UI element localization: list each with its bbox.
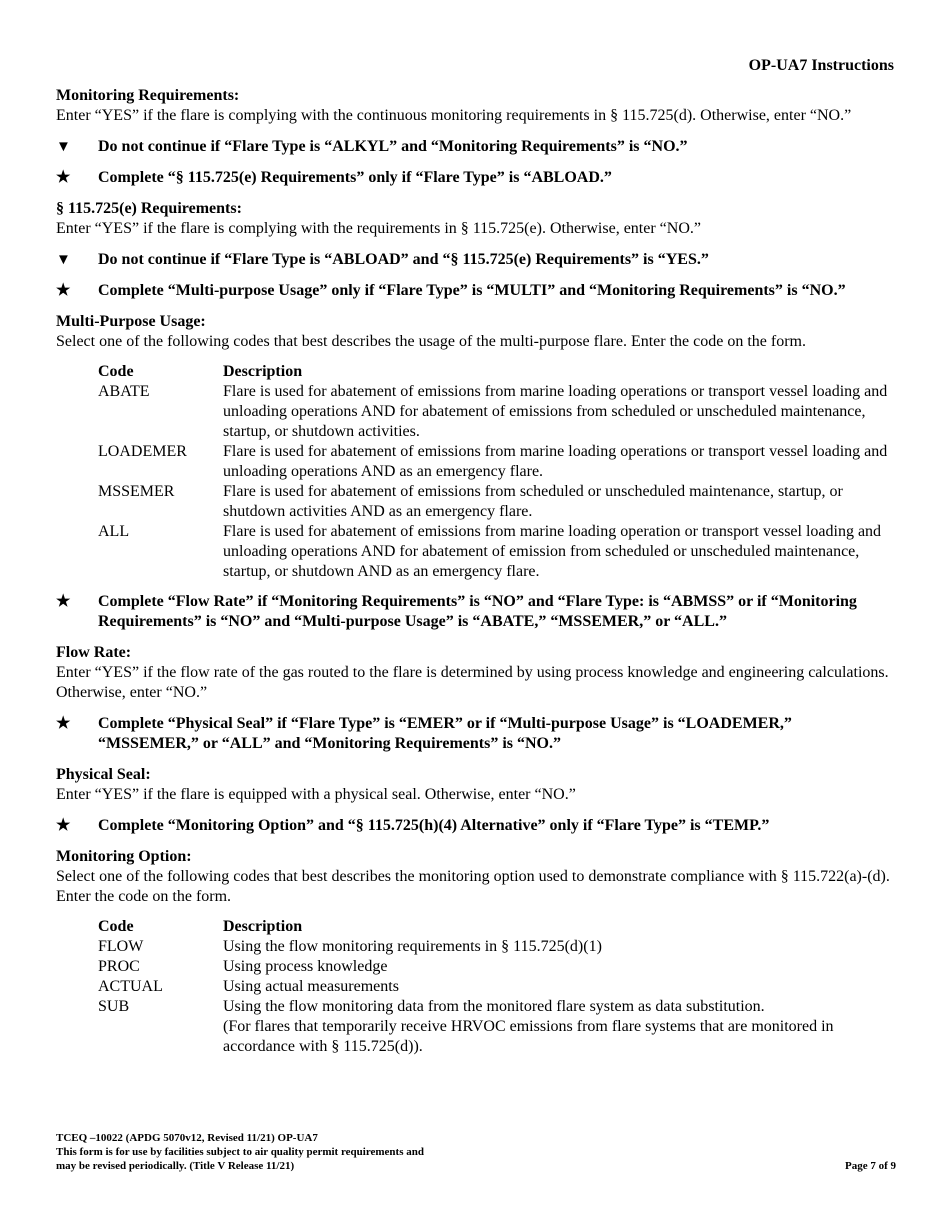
- section-title: Monitoring Requirements:: [56, 87, 240, 104]
- section-title: Multi-Purpose Usage:: [56, 313, 206, 330]
- description-cell: Flare is used for abatement of emissions from scheduled or unscheduled maintenance, startup, or shutdown activities AND as an emergency flare.: [223, 483, 843, 520]
- star-icon: ★: [56, 593, 71, 610]
- section-text: Select one of the following codes that best describes the usage of the multi-purpose flare. Enter the code on the form.: [56, 333, 806, 350]
- bullet-text: Complete “Physical Seal” if “Flare Type” is “EMER” or if “Multi-purpose Usage” is “LOADEMER,” “MSSEMER,” or “ALL” and “Monitoring Requirements” is “NO.”: [98, 715, 792, 752]
- monitoring-option-code-table: [98, 917, 898, 1057]
- footer-form-id: TCEQ –10022 (APDG 5070v12, Revised 11/21) OP-UA7: [56, 1132, 318, 1144]
- section-physical-seal: [56, 765, 896, 805]
- description-note: (For flares that temporarily receive HRVOC emissions from flare systems that are monitored in accordance with § 115.725(d)).: [223, 1018, 834, 1055]
- code-cell: ALL: [98, 523, 130, 540]
- section-text: Enter “YES” if the flare is complying with the continuous monitoring requirements in § 115.725(d). Otherwise, enter “NO.”: [56, 107, 852, 124]
- code-cell: FLOW: [98, 938, 144, 955]
- column-header-code: Code: [98, 918, 134, 935]
- section-monitoring-requirements: [56, 86, 896, 126]
- page-header-title: OP-UA7 Instructions: [748, 57, 894, 74]
- bullet-text: Complete “Monitoring Option” and “§ 115.725(h)(4) Alternative” only if “Flare Type” is “TEMP.”: [98, 817, 770, 834]
- instruction-bullet: [56, 137, 896, 157]
- bullet-text: Do not continue if “Flare Type is “ALKYL” and “Monitoring Requirements” is “NO.”: [98, 138, 688, 155]
- table-header-row: [98, 917, 898, 937]
- instruction-bullet: [56, 168, 896, 188]
- description-cell: Flare is used for abatement of emissions from marine loading operations or transport vessel loading and unloading operations AND for abatement of emissions from scheduled or unscheduled maintenance, startup, or shutdown activities.: [223, 383, 888, 440]
- table-row: [98, 442, 898, 482]
- instruction-bullet: [56, 816, 896, 836]
- footer-notice-line-1: This form is for use by facilities subject to air quality permit requirements and: [56, 1146, 424, 1158]
- section-multi-purpose-usage: [56, 312, 896, 352]
- star-icon: ★: [56, 817, 71, 834]
- column-header-description: Description: [223, 918, 303, 935]
- section-115725e-requirements: [56, 199, 896, 239]
- table-header-row: [98, 362, 898, 382]
- code-cell: MSSEMER: [98, 483, 175, 500]
- description-cell: Flare is used for abatement of emissions from marine loading operations or transport vessel loading and unloading operations AND as an emergency flare.: [223, 443, 888, 480]
- section-text: Enter “YES” if the flare is complying with the requirements in § 115.725(e). Otherwise, enter “NO.”: [56, 220, 701, 237]
- table-row: [98, 522, 898, 582]
- section-text: Enter “YES” if the flow rate of the gas routed to the flare is determined by using process knowledge and engineering calculations. Otherwise, enter “NO.”: [56, 664, 889, 701]
- table-row: [98, 977, 898, 997]
- bullet-text: Complete “Multi-purpose Usage” only if “Flare Type” is “MULTI” and “Monitoring Requirements” is “NO.”: [98, 282, 846, 299]
- down-triangle-icon: ▼: [56, 139, 71, 155]
- instruction-bullet: [56, 281, 896, 301]
- footer-notice-line-2: may be revised periodically. (Title V Release 11/21): [56, 1160, 295, 1172]
- description-cell: Using the flow monitoring requirements in § 115.725(d)(1): [223, 938, 602, 955]
- multi-purpose-code-table: [98, 362, 898, 582]
- description-line: Using the flow monitoring data from the monitored flare system as data substitution.: [223, 998, 765, 1015]
- section-monitoring-option: [56, 847, 896, 907]
- star-icon: ★: [56, 715, 71, 732]
- instruction-bullet: [56, 714, 896, 754]
- down-triangle-icon: ▼: [56, 252, 71, 268]
- code-cell: SUB: [98, 998, 130, 1015]
- table-row: [98, 937, 898, 957]
- table-row: [98, 997, 898, 1057]
- page-footer: [56, 1131, 896, 1173]
- section-flow-rate: [56, 643, 896, 703]
- star-icon: ★: [56, 282, 71, 299]
- table-row: [98, 957, 898, 977]
- bullet-text: Complete “Flow Rate” if “Monitoring Requirements” is “NO” and “Flare Type: is “ABMSS” or if “Monitoring Requirements” is “NO” and “Multi-purpose Usage” is “ABATE,” “MSSEMER,” or “ALL.”: [98, 593, 857, 630]
- section-title: Monitoring Option:: [56, 848, 192, 865]
- bullet-text: Complete “§ 115.725(e) Requirements” only if “Flare Type” is “ABLOAD.”: [98, 169, 612, 186]
- instruction-bullet: [56, 592, 896, 632]
- section-title: Physical Seal:: [56, 766, 151, 783]
- section-text: Enter “YES” if the flare is equipped with a physical seal. Otherwise, enter “NO.”: [56, 786, 576, 803]
- code-cell: LOADEMER: [98, 443, 187, 460]
- description-cell: [223, 997, 898, 1057]
- star-icon: ★: [56, 169, 71, 186]
- section-title: § 115.725(e) Requirements:: [56, 200, 242, 217]
- code-cell: ABATE: [98, 383, 150, 400]
- bullet-text: Do not continue if “Flare Type is “ABLOAD” and “§ 115.725(e) Requirements” is “YES.”: [98, 251, 709, 268]
- document-body: [56, 86, 896, 1067]
- table-row: [98, 482, 898, 522]
- section-text: Select one of the following codes that best describes the monitoring option used to demonstrate compliance with § 115.722(a)-(d). Enter the code on the form.: [56, 868, 890, 905]
- page-number: Page 7 of 9: [844, 1160, 896, 1172]
- code-cell: ACTUAL: [98, 978, 163, 995]
- column-header-code: Code: [98, 363, 134, 380]
- instruction-bullet: [56, 250, 896, 270]
- description-cell: Using process knowledge: [223, 958, 388, 975]
- table-row: [98, 382, 898, 442]
- description-cell: Flare is used for abatement of emissions from marine loading operation or transport vessel loading and unloading operations AND for abatement of emission from scheduled or unscheduled maintenance, startup, or shutdown AND as an emergency flare.: [223, 523, 882, 580]
- column-header-description: Description: [223, 363, 303, 380]
- code-cell: PROC: [98, 958, 140, 975]
- section-title: Flow Rate:: [56, 644, 132, 661]
- description-cell: Using actual measurements: [223, 978, 399, 995]
